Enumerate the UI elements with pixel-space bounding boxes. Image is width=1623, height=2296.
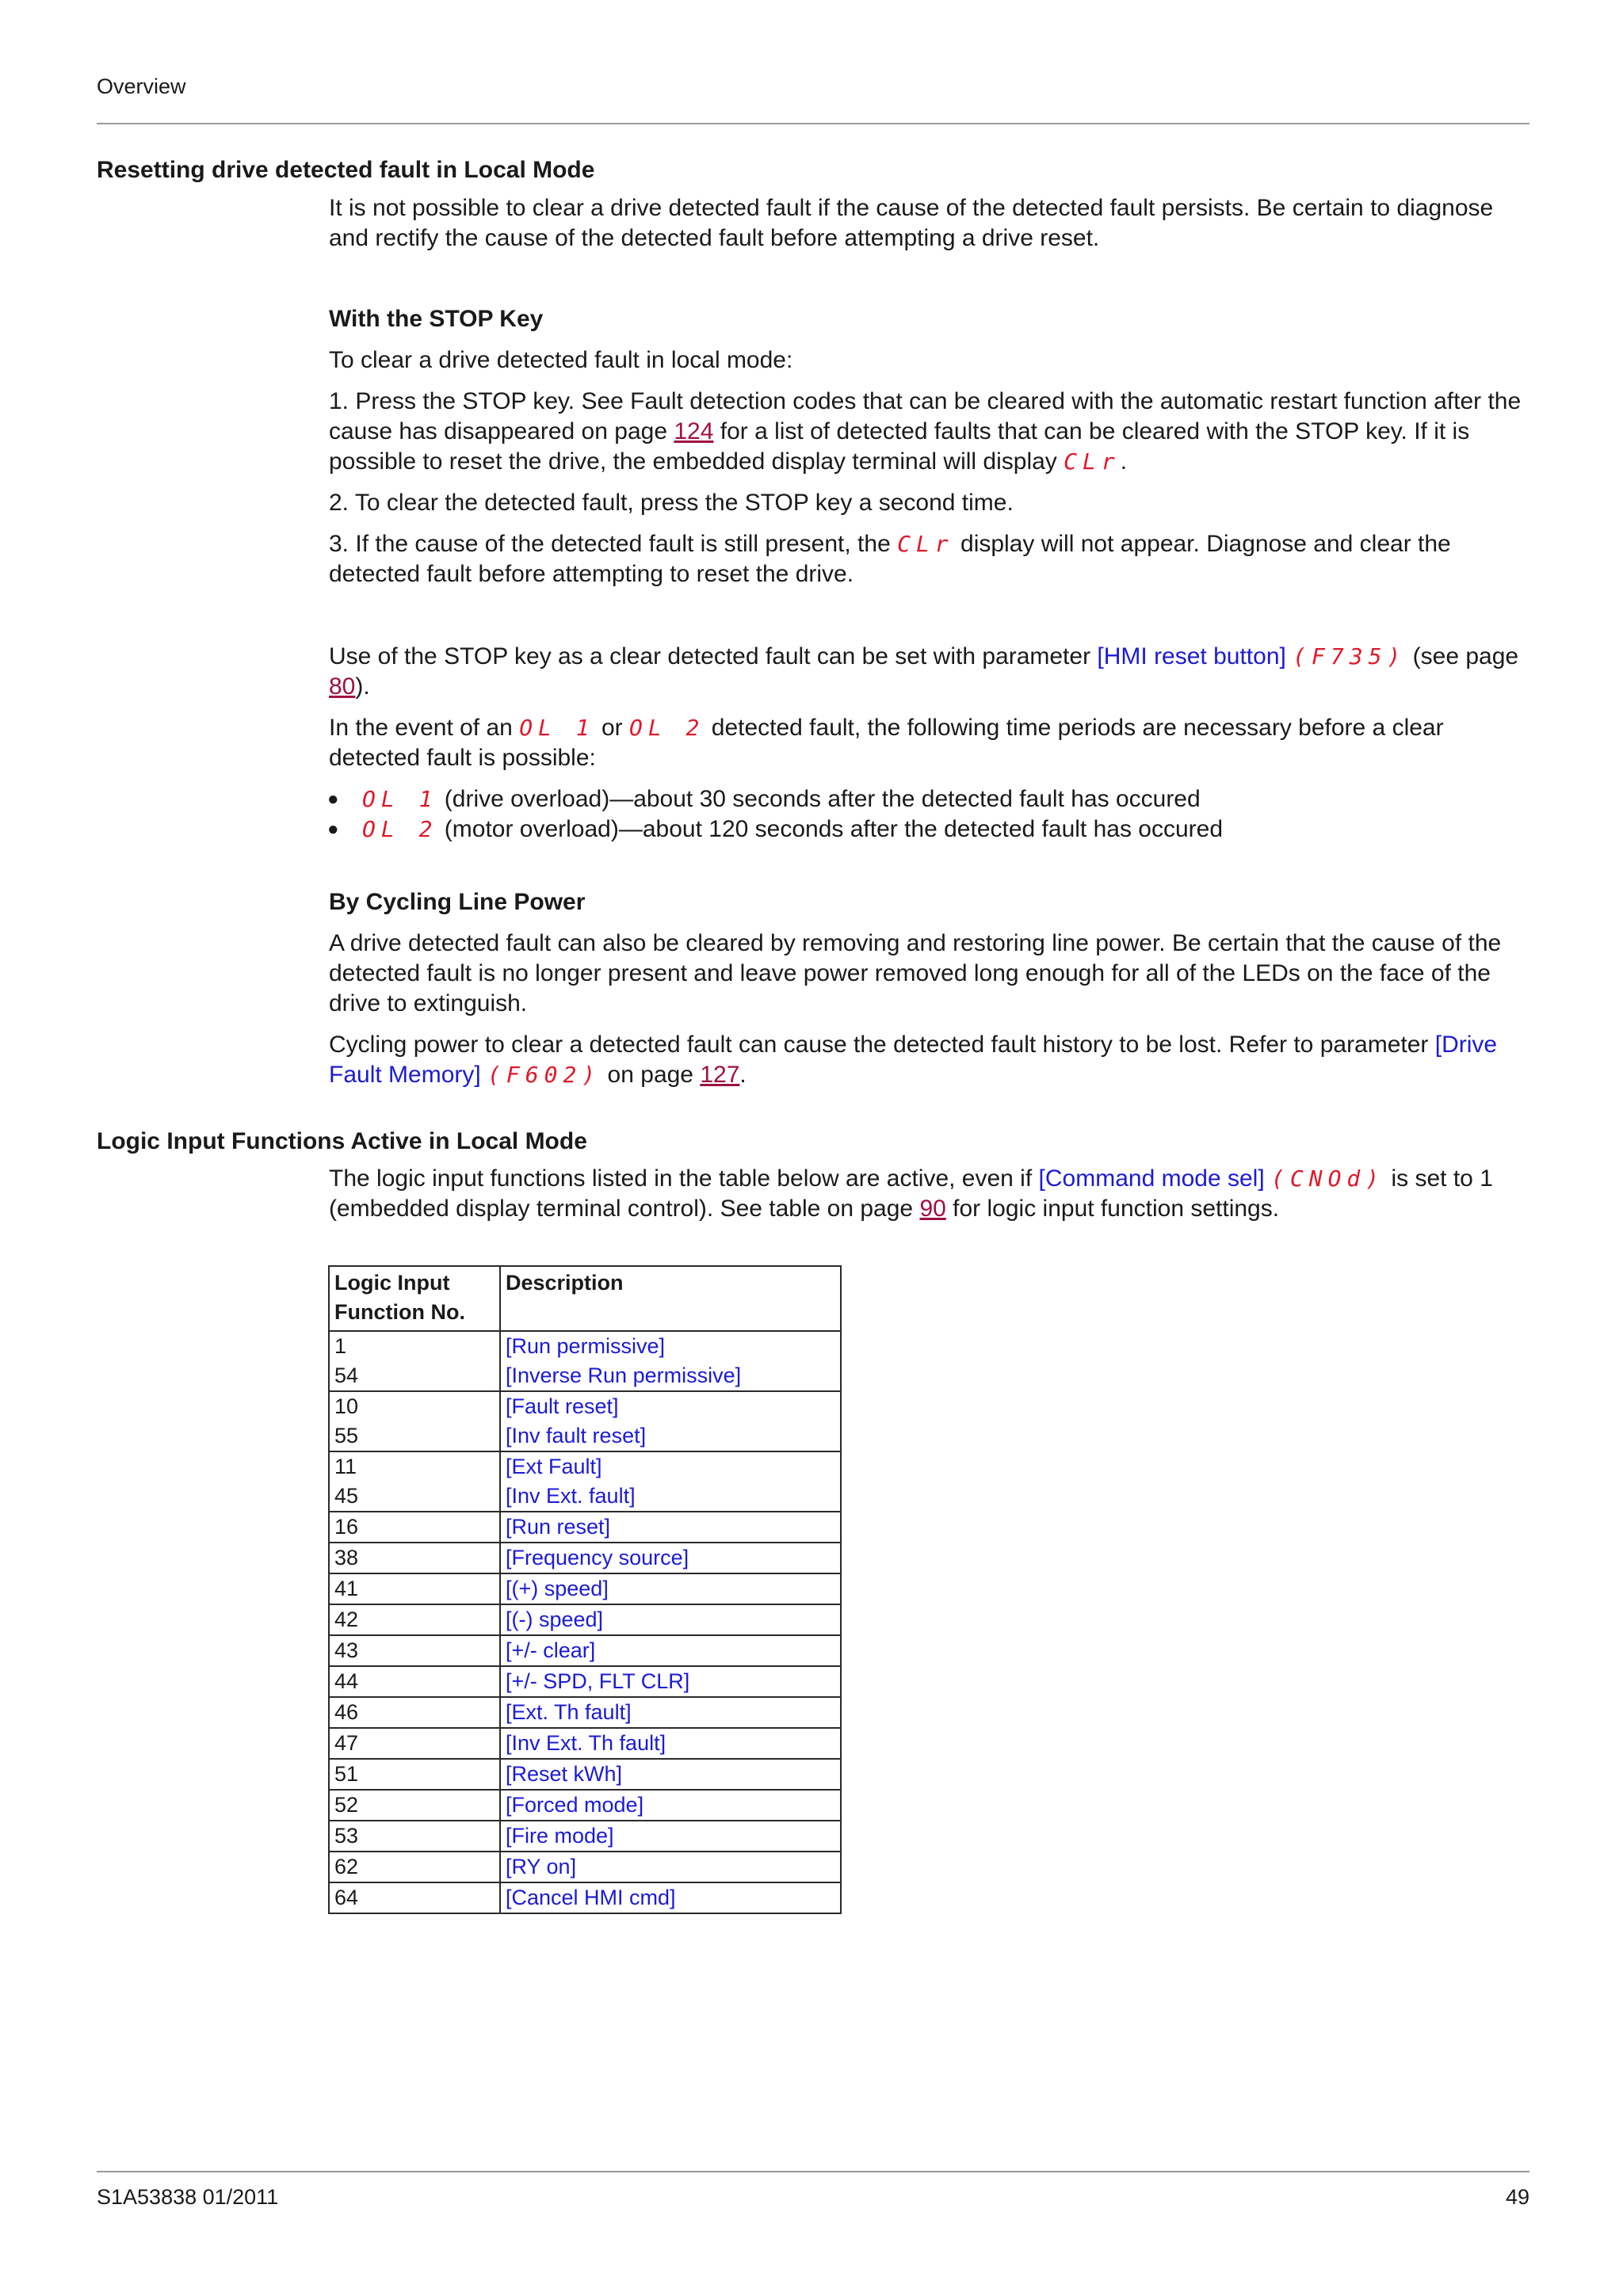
step1-text-b: for a list of detected faults that can be cleared with the STOP key. If it is possible to reset the drive, the embedded display terminal will display — [329, 418, 1470, 475]
code-f602: F602 — [506, 1062, 582, 1088]
use-text-a: Use of the STOP key as a clear detected fault can be set with parameter — [329, 643, 1098, 669]
function-number: 41 — [334, 1577, 359, 1600]
description-cell — [500, 1604, 841, 1635]
table-row — [329, 1852, 841, 1882]
step1-text-a: 1. Press the STOP key. See Fault detection codes that can be cleared with the automatic restart function after the cause has disappeared on page — [329, 388, 1522, 444]
cycling-paragraph-2 — [329, 1030, 1529, 1090]
function-description[interactable]: [Ext Fault] — [506, 1455, 602, 1478]
description-cell — [500, 1759, 841, 1790]
function-number: 43 — [334, 1638, 359, 1662]
description-cell — [500, 1882, 841, 1913]
event-or: or — [594, 715, 629, 741]
function-number-cell — [329, 1573, 500, 1604]
description-cell — [500, 1543, 841, 1573]
stop-key-use-paragraph — [329, 642, 1529, 702]
section-resetting-body — [329, 193, 1529, 1090]
cycling-text-b: on page — [601, 1062, 701, 1088]
table-row — [329, 1543, 841, 1573]
function-number: 1 — [334, 1334, 347, 1358]
bullet1-text: (drive overload)—about 30 seconds after the detected fault has occured — [437, 786, 1201, 812]
stop-key-step-2: 2. To clear the detected fault, press the STOP key a second time. — [329, 490, 1014, 516]
function-description[interactable]: [Ext. Th fault] — [506, 1700, 632, 1724]
code-paren-open-3: ( — [1271, 1165, 1290, 1192]
function-description[interactable]: [Run permissive] — [506, 1334, 666, 1358]
function-number: 10 — [334, 1394, 359, 1418]
table-row — [329, 1391, 841, 1451]
table-row — [329, 1635, 841, 1666]
function-description[interactable]: [+/- SPD, FLT CLR] — [506, 1669, 690, 1693]
function-number: 44 — [334, 1669, 359, 1693]
description-cell — [500, 1728, 841, 1759]
function-number-cell — [329, 1331, 500, 1391]
page-link-90[interactable]: 90 — [919, 1196, 946, 1222]
description-cell — [500, 1573, 841, 1604]
function-number-cell — [329, 1821, 500, 1852]
col-header-description: Description — [500, 1266, 841, 1331]
event-text-b: detected fault, the following time periods are necessary before a clear detected fault is possible: — [329, 715, 1444, 771]
function-number-cell — [329, 1451, 500, 1512]
function-number-cell — [329, 1391, 500, 1451]
function-number-cell — [329, 1512, 500, 1543]
function-description[interactable]: [Fire mode] — [506, 1824, 614, 1848]
function-description[interactable]: [Inv Ext. fault] — [506, 1484, 636, 1508]
function-number: 45 — [334, 1484, 359, 1508]
function-number-cell — [329, 1728, 500, 1759]
bullet2-text: (motor overload)—about 120 seconds after the detected fault has occured — [437, 816, 1224, 842]
function-description[interactable]: [Cancel HMI cmd] — [506, 1886, 676, 1909]
function-number: 46 — [334, 1700, 359, 1724]
description-cell — [500, 1451, 841, 1512]
function-description[interactable]: [Reset kWh] — [506, 1762, 623, 1786]
function-description[interactable]: [RY on] — [506, 1855, 577, 1878]
function-description[interactable]: [+/- clear] — [506, 1638, 596, 1662]
table-row — [329, 1790, 841, 1821]
page-link-127[interactable]: 127 — [700, 1062, 740, 1088]
function-description[interactable]: [(+) speed] — [506, 1577, 609, 1600]
function-number: 47 — [334, 1731, 359, 1755]
function-number: 38 — [334, 1546, 359, 1569]
step3-text-a: 3. If the cause of the detected fault is still present, the — [329, 531, 898, 557]
function-number: 52 — [334, 1793, 359, 1817]
code-cnod: CNOd — [1289, 1165, 1366, 1192]
table-body — [329, 1331, 841, 1913]
function-number: 55 — [334, 1424, 359, 1447]
description-cell — [500, 1790, 841, 1821]
function-number: 53 — [334, 1824, 359, 1848]
code-ol2-bullet: OL 2 — [362, 816, 438, 842]
section-logic-inputs-body — [329, 1164, 1529, 1224]
col-header-function-no: Logic Input Function No. — [329, 1266, 500, 1331]
stop-key-step-1 — [329, 387, 1529, 477]
table-row — [329, 1604, 841, 1635]
cycling-text-a: Cycling power to clear a detected fault can cause the detected fault history to be lost. Refer to parameter — [329, 1032, 1435, 1058]
cycling-paragraph-1: A drive detected fault can also be cleared by removing and restoring line power. Be certain that the cause of the detected fault is no longer present and leave power removed long enough for all of the LEDs on the face of the drive to extinguish. — [329, 930, 1502, 1016]
table-row — [329, 1573, 841, 1604]
header-divider — [97, 123, 1529, 124]
overload-bullet-list — [329, 784, 1529, 845]
footer-page-number: 49 — [1505, 2185, 1529, 2209]
stop-key-event-paragraph — [329, 713, 1529, 773]
page-header-title: Overview — [97, 74, 186, 98]
code-paren-close-2: ) — [582, 1062, 601, 1088]
table-row — [329, 1331, 841, 1391]
code-ol1: OL 1 — [519, 715, 595, 741]
param-hmi-reset-button[interactable]: [HMI reset button] — [1097, 643, 1286, 669]
function-description[interactable]: [Run reset] — [506, 1515, 611, 1539]
function-description[interactable]: [Fault reset] — [506, 1394, 619, 1418]
code-paren-close: ) — [1387, 643, 1407, 669]
function-number: 16 — [334, 1515, 359, 1539]
step1-end: . — [1120, 448, 1128, 475]
function-number-cell — [329, 1635, 500, 1666]
function-number-cell — [329, 1882, 500, 1913]
cycling-text-c: . — [739, 1062, 747, 1088]
table-row — [329, 1697, 841, 1728]
footer-doc-ref: S1A53838 01/2011 — [97, 2185, 279, 2209]
table-header-row — [329, 1266, 841, 1331]
table-row — [329, 1451, 841, 1512]
subheading-cycling-power: By Cycling Line Power — [329, 889, 586, 915]
stop-key-lead: To clear a drive detected fault in local mode: — [329, 347, 793, 373]
function-number-cell — [329, 1852, 500, 1882]
function-number-cell — [329, 1543, 500, 1573]
code-paren-open-2: ( — [487, 1062, 506, 1088]
code-paren-close-3: ) — [1365, 1165, 1385, 1192]
description-cell — [500, 1391, 841, 1451]
function-number: 11 — [334, 1455, 357, 1478]
footer-divider — [97, 2171, 1529, 2172]
description-cell — [500, 1697, 841, 1728]
code-clr-2: CLr — [897, 531, 954, 557]
description-cell — [500, 1512, 841, 1543]
description-cell — [500, 1331, 841, 1391]
function-description[interactable]: [(-) speed] — [506, 1608, 604, 1631]
code-ol2: OL 2 — [628, 715, 705, 741]
table-row — [329, 1759, 841, 1790]
function-number-cell — [329, 1790, 500, 1821]
description-cell — [500, 1852, 841, 1882]
function-number: 51 — [334, 1762, 359, 1786]
description-cell — [500, 1635, 841, 1666]
code-f735: F735 — [1312, 643, 1388, 669]
table-row — [329, 1821, 841, 1852]
function-number-cell — [329, 1697, 500, 1728]
logic-inputs-paragraph — [329, 1164, 1529, 1224]
function-description[interactable]: [Inverse Run permissive] — [506, 1363, 742, 1387]
code-clr: CLr — [1064, 448, 1121, 475]
bullet-drive-overload — [329, 784, 1529, 814]
function-number: 42 — [334, 1608, 359, 1631]
function-number: 62 — [334, 1855, 359, 1878]
table-row — [329, 1728, 841, 1759]
bullet-motor-overload — [329, 814, 1529, 845]
function-number-cell — [329, 1604, 500, 1635]
table-row — [329, 1666, 841, 1697]
function-number: 54 — [334, 1363, 359, 1387]
use-text-c: ). — [355, 673, 370, 700]
section-heading-resetting: Resetting drive detected fault in Local Mode — [97, 157, 595, 183]
function-number: 64 — [334, 1886, 359, 1909]
table-row — [329, 1882, 841, 1913]
step3-text-b: display will not appear. Diagnose and clear the detected fault before attempting to reset the drive. — [329, 531, 1451, 587]
function-description[interactable]: [Frequency source] — [506, 1546, 689, 1569]
use-text-b: (see page — [1406, 643, 1519, 669]
function-description[interactable]: [Inv Ext. Th fault] — [506, 1731, 666, 1755]
page-link-80[interactable]: 80 — [329, 673, 356, 700]
table-row — [329, 1512, 841, 1543]
code-ol1-bullet: OL 1 — [362, 786, 438, 812]
section-heading-logic-inputs: Logic Input Functions Active in Local Mode — [97, 1128, 587, 1154]
function-number-cell — [329, 1666, 500, 1697]
stop-key-step-3 — [329, 529, 1529, 589]
logic-text-c: for logic input function settings. — [945, 1196, 1280, 1222]
logic-input-functions-table — [328, 1265, 842, 1914]
subheading-stop-key: With the STOP Key — [329, 306, 544, 332]
description-cell — [500, 1666, 841, 1697]
function-description[interactable]: [Forced mode] — [506, 1793, 644, 1817]
function-number-cell — [329, 1759, 500, 1790]
logic-text-a: The logic input functions listed in the table below are active, even if — [329, 1165, 1039, 1192]
description-cell — [500, 1821, 841, 1852]
resetting-intro: It is not possible to clear a drive detected fault if the cause of the detected fault persists. Be certain to diagnose and rectify the cause of the detected fault before attempting a drive reset. — [329, 195, 1494, 251]
event-text-a: In the event of an — [329, 715, 520, 741]
param-drive-fault-memory[interactable]: [Drive Fault Memory] — [329, 1032, 1498, 1088]
function-description[interactable]: [Inv fault reset] — [506, 1424, 647, 1447]
logic-text-b: is set to 1 (embedded display terminal control). See table on page — [329, 1165, 1493, 1222]
code-paren-open: ( — [1293, 643, 1312, 669]
param-command-mode-sel[interactable]: [Command mode sel] — [1038, 1165, 1265, 1192]
page-link-124[interactable]: 124 — [674, 418, 714, 444]
